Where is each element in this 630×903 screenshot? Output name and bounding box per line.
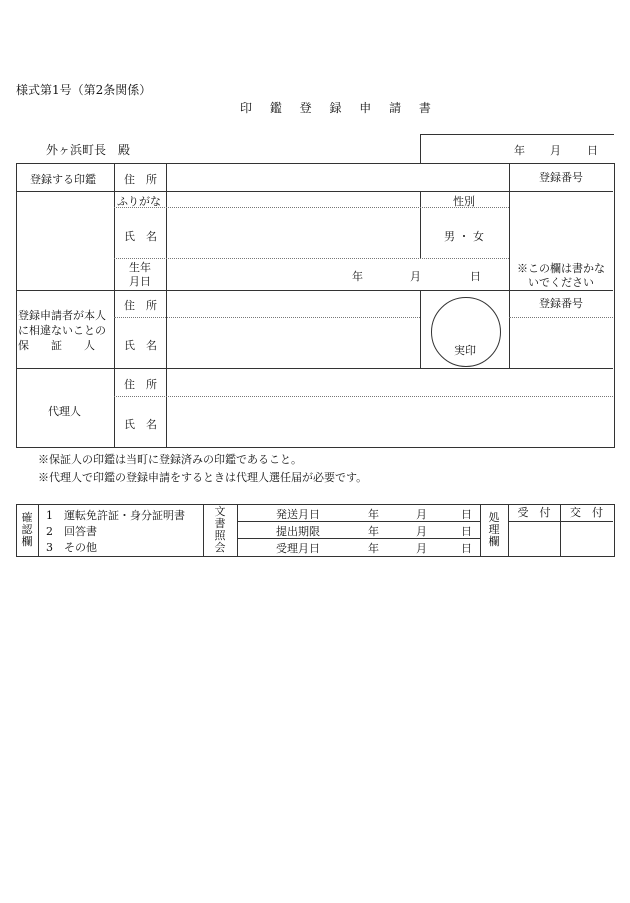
- furigana-label: ふりがな: [117, 195, 161, 208]
- inquiry-row-label: 受理月日: [276, 542, 320, 555]
- birth-date-label-2: 月日: [129, 275, 151, 288]
- inquiry-row-month: 月: [416, 525, 427, 538]
- agent-label: 代理人: [48, 405, 81, 418]
- confirm-item-3: 3 その他: [46, 541, 97, 554]
- guarantor-name-label: 氏 名: [124, 339, 157, 352]
- line: [16, 290, 613, 291]
- inquiry-row-label: 提出期限: [276, 525, 320, 538]
- guarantor-label-2: に相違ないことの: [18, 324, 106, 337]
- inquiry-row-day: 日: [461, 525, 472, 538]
- line: [114, 163, 115, 447]
- inquiry-row-day: 日: [461, 542, 472, 555]
- confirm-item-1: 1 運転免許証・身分証明書: [46, 509, 185, 522]
- inquiry-row-day: 日: [461, 508, 472, 521]
- agent-name-label: 氏 名: [124, 418, 157, 431]
- line: [114, 207, 509, 208]
- inquiry-row-label: 発送月日: [276, 508, 320, 521]
- line: [114, 258, 509, 259]
- addressee: 外ヶ浜町長 殿: [46, 143, 131, 157]
- gender-label: 性別: [453, 195, 475, 208]
- date-box-left: [420, 134, 421, 163]
- birth-date-label-1: 生年: [129, 261, 151, 274]
- agent-address-label: 住 所: [124, 378, 157, 391]
- line: [38, 504, 39, 556]
- line: [237, 521, 480, 522]
- guarantor-label-3: 保 証 人: [18, 339, 95, 352]
- line: [114, 396, 613, 397]
- confirm-item-2: 2 回答書: [46, 525, 97, 538]
- birth-month: 月: [410, 270, 421, 283]
- form-number: 様式第1号（第2条関係）: [16, 83, 152, 97]
- line: [480, 504, 481, 556]
- date-month: 月: [550, 144, 561, 157]
- received-label: 受 付: [517, 506, 551, 519]
- registration-number-label: 登録番号: [539, 171, 583, 184]
- line: [420, 290, 421, 368]
- form-title: 印 鑑 登 録 申 請 書: [240, 101, 438, 115]
- line: [16, 368, 613, 369]
- inquiry-row-month: 月: [416, 542, 427, 555]
- line: [237, 504, 238, 556]
- date-box-top: [420, 134, 614, 135]
- inquiry-row-month: 月: [416, 508, 427, 521]
- line: [509, 317, 613, 318]
- birth-year: 年: [352, 270, 363, 283]
- name-label: 氏 名: [124, 230, 157, 243]
- issued-label: 交 付: [570, 506, 603, 519]
- seal-to-register-label: 登録する印鑑: [30, 173, 96, 186]
- line: [237, 538, 480, 539]
- line: [114, 317, 420, 318]
- birth-day: 日: [470, 270, 481, 283]
- date-day: 日: [587, 144, 598, 157]
- inquiry-row-year: 年: [368, 508, 379, 521]
- processing-label: 処理欄: [488, 511, 500, 548]
- line: [16, 191, 613, 192]
- line: [166, 163, 167, 447]
- line: [508, 521, 613, 522]
- note-agent: ※代理人で印鑑の登録申請をするときは代理人選任届が必要です。: [38, 471, 368, 484]
- note-guarantor: ※保証人の印鑑は当町に登録済みの印鑑であること。: [38, 453, 302, 466]
- line: [203, 504, 204, 556]
- line: [420, 192, 421, 259]
- confirm-label: 確認欄: [21, 511, 33, 548]
- address-label: 住 所: [124, 173, 157, 186]
- inquiry-label: 文書照会: [214, 505, 226, 554]
- seal-label: 実印: [454, 344, 476, 357]
- guarantor-registration-number-label: 登録番号: [539, 297, 583, 310]
- guarantor-address-label: 住 所: [124, 299, 157, 312]
- gender-options: 男 ・ 女: [444, 230, 484, 243]
- guarantor-label-1: 登録申請者が本人: [18, 309, 106, 322]
- inquiry-row-year: 年: [368, 542, 379, 555]
- date-year: 年: [514, 144, 525, 157]
- do-not-write-note-1: ※この欄は書かな: [517, 262, 605, 275]
- do-not-write-note-2: いでください: [528, 276, 594, 289]
- inquiry-row-year: 年: [368, 525, 379, 538]
